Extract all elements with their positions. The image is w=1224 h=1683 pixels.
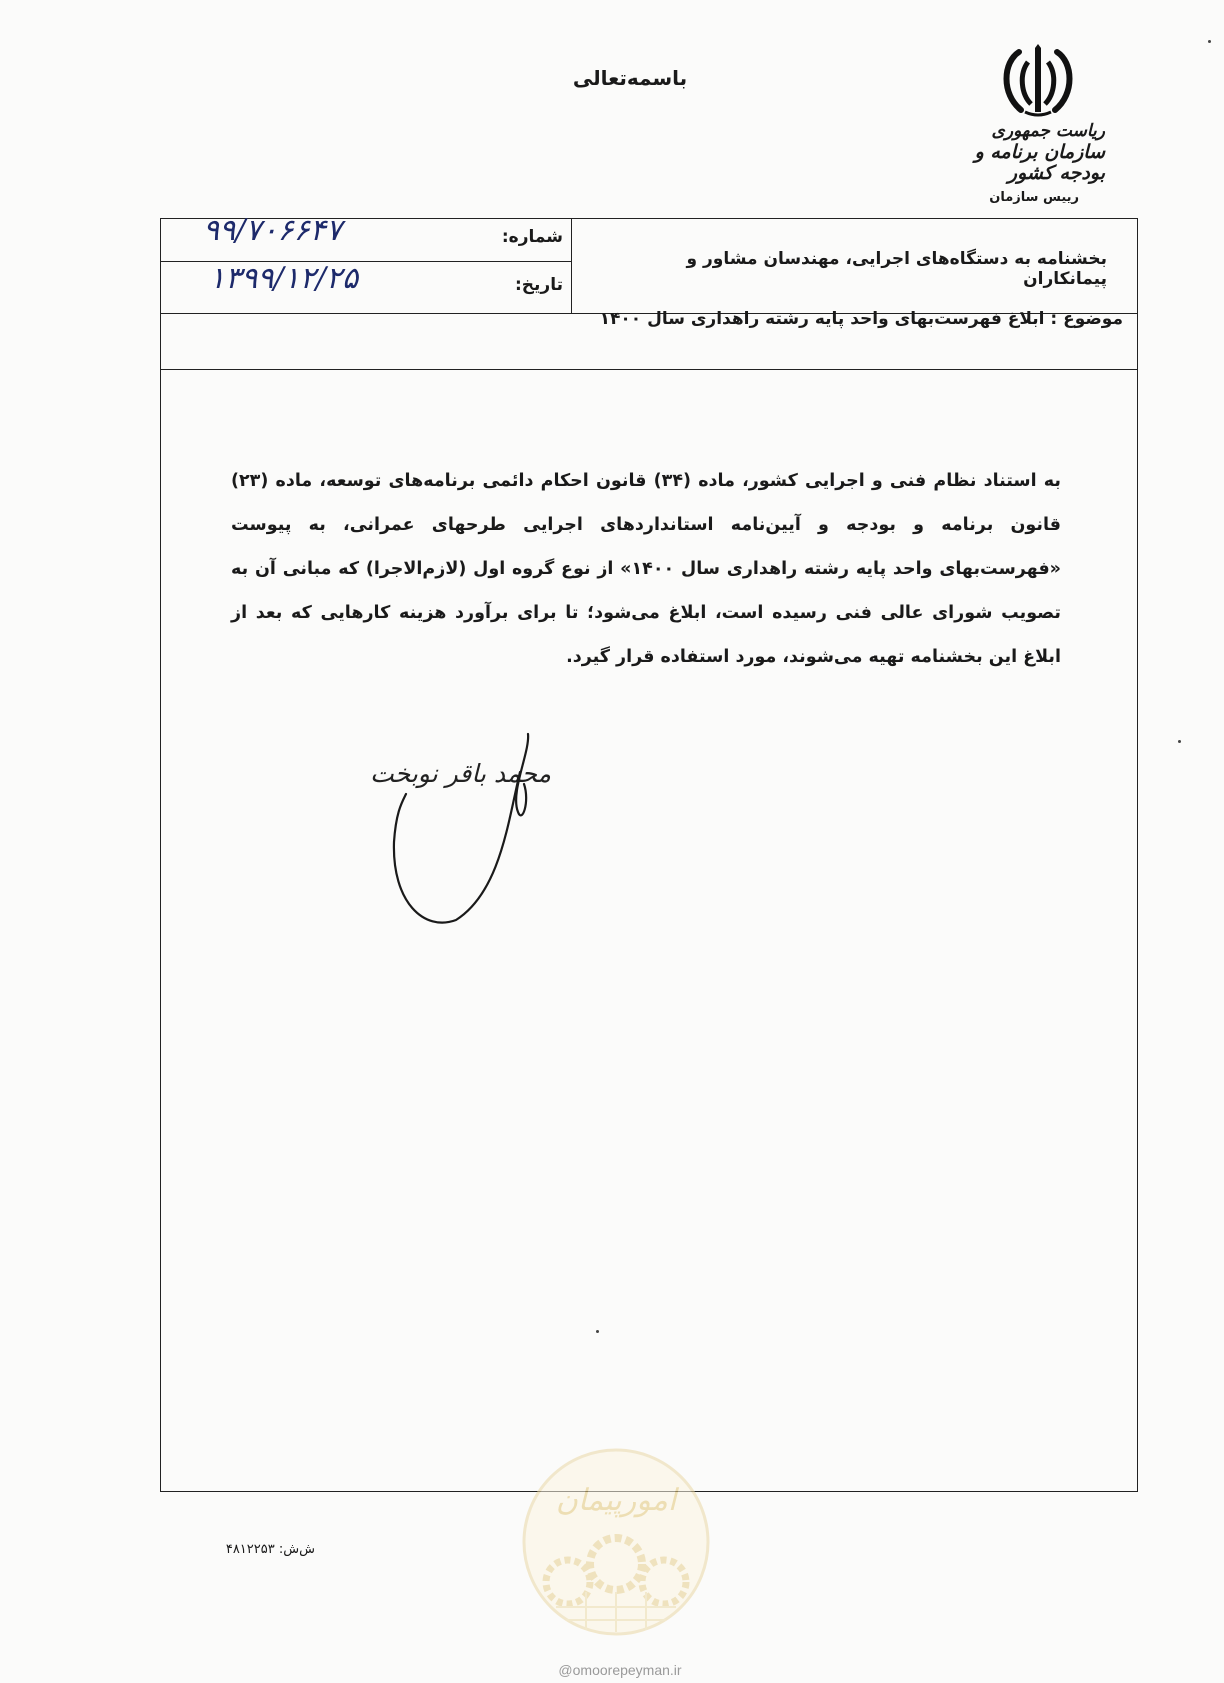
organization-block — [935, 122, 1105, 206]
letter-body: به استناد نظام فنی و اجرایی کشور، ماده (۳۴) قانون احکام دائمی برنامه‌های توسعه، ماده (۲۳) قانون برنامه و بودجه و آیین‌نامه استانداردهای اجرایی طرحهای عمرانی، به پیوست «فهرست‌بهای واحد پایه رشته راهداری سال ۱۴۰۰» از نوع گروه اول (لازم‌الاجرا) که مبانی آن به تصویب شورای عالی فنی رسیده است، ابلاغ می‌شود؛ تا برای برآورد هزینه کارهایی که بعد از ابلاغ این بخشنامه تهیه می‌شوند، مورد استفاده قرار گیرد. — [231, 471, 1061, 667]
watermark-seal — [516, 1442, 716, 1642]
number-label: شماره: — [501, 227, 563, 247]
subject-line: موضوع : ابلاغ فهرست‌بهای واحد پایه رشته راهداری سال ۱۴۰۰ — [599, 309, 1123, 329]
serial-number: ش‌ش: ۴۸۱۲۲۵۳ — [225, 1542, 315, 1557]
iran-emblem-icon — [995, 44, 1081, 120]
handwritten-signature — [380, 732, 540, 932]
basmala-heading: باسمه‌تعالی — [572, 66, 688, 90]
website-watermark: @omoorepeyman.ir — [558, 1662, 682, 1678]
header-divider — [571, 219, 572, 313]
scan-speck — [1208, 40, 1211, 43]
org-name: سازمان برنامه و بودجه کشور — [974, 140, 1105, 185]
letter-frame — [160, 213, 1138, 1492]
date-value: ۱۳۹۹/۱۲/۲۵ — [209, 261, 359, 296]
watermark-text: امورپیمان — [555, 1483, 677, 1518]
date-label: تاریخ: — [515, 275, 563, 295]
recipient-line: بخشنامه به دستگاه‌های اجرایی، مهندسان مشاور و پیمانکاران — [686, 249, 1107, 289]
number-value: ۹۹/۷۰۶۶۴۷ — [203, 213, 343, 248]
org-presidency: ریاست جمهوری — [991, 121, 1105, 141]
subject-bottom-line — [161, 369, 1137, 370]
org-head-title: رییس سازمان — [989, 190, 1079, 206]
scan-speck — [596, 1330, 599, 1333]
scan-speck — [1178, 740, 1181, 743]
signer-name: محمد باقر نوبخت — [370, 759, 551, 788]
